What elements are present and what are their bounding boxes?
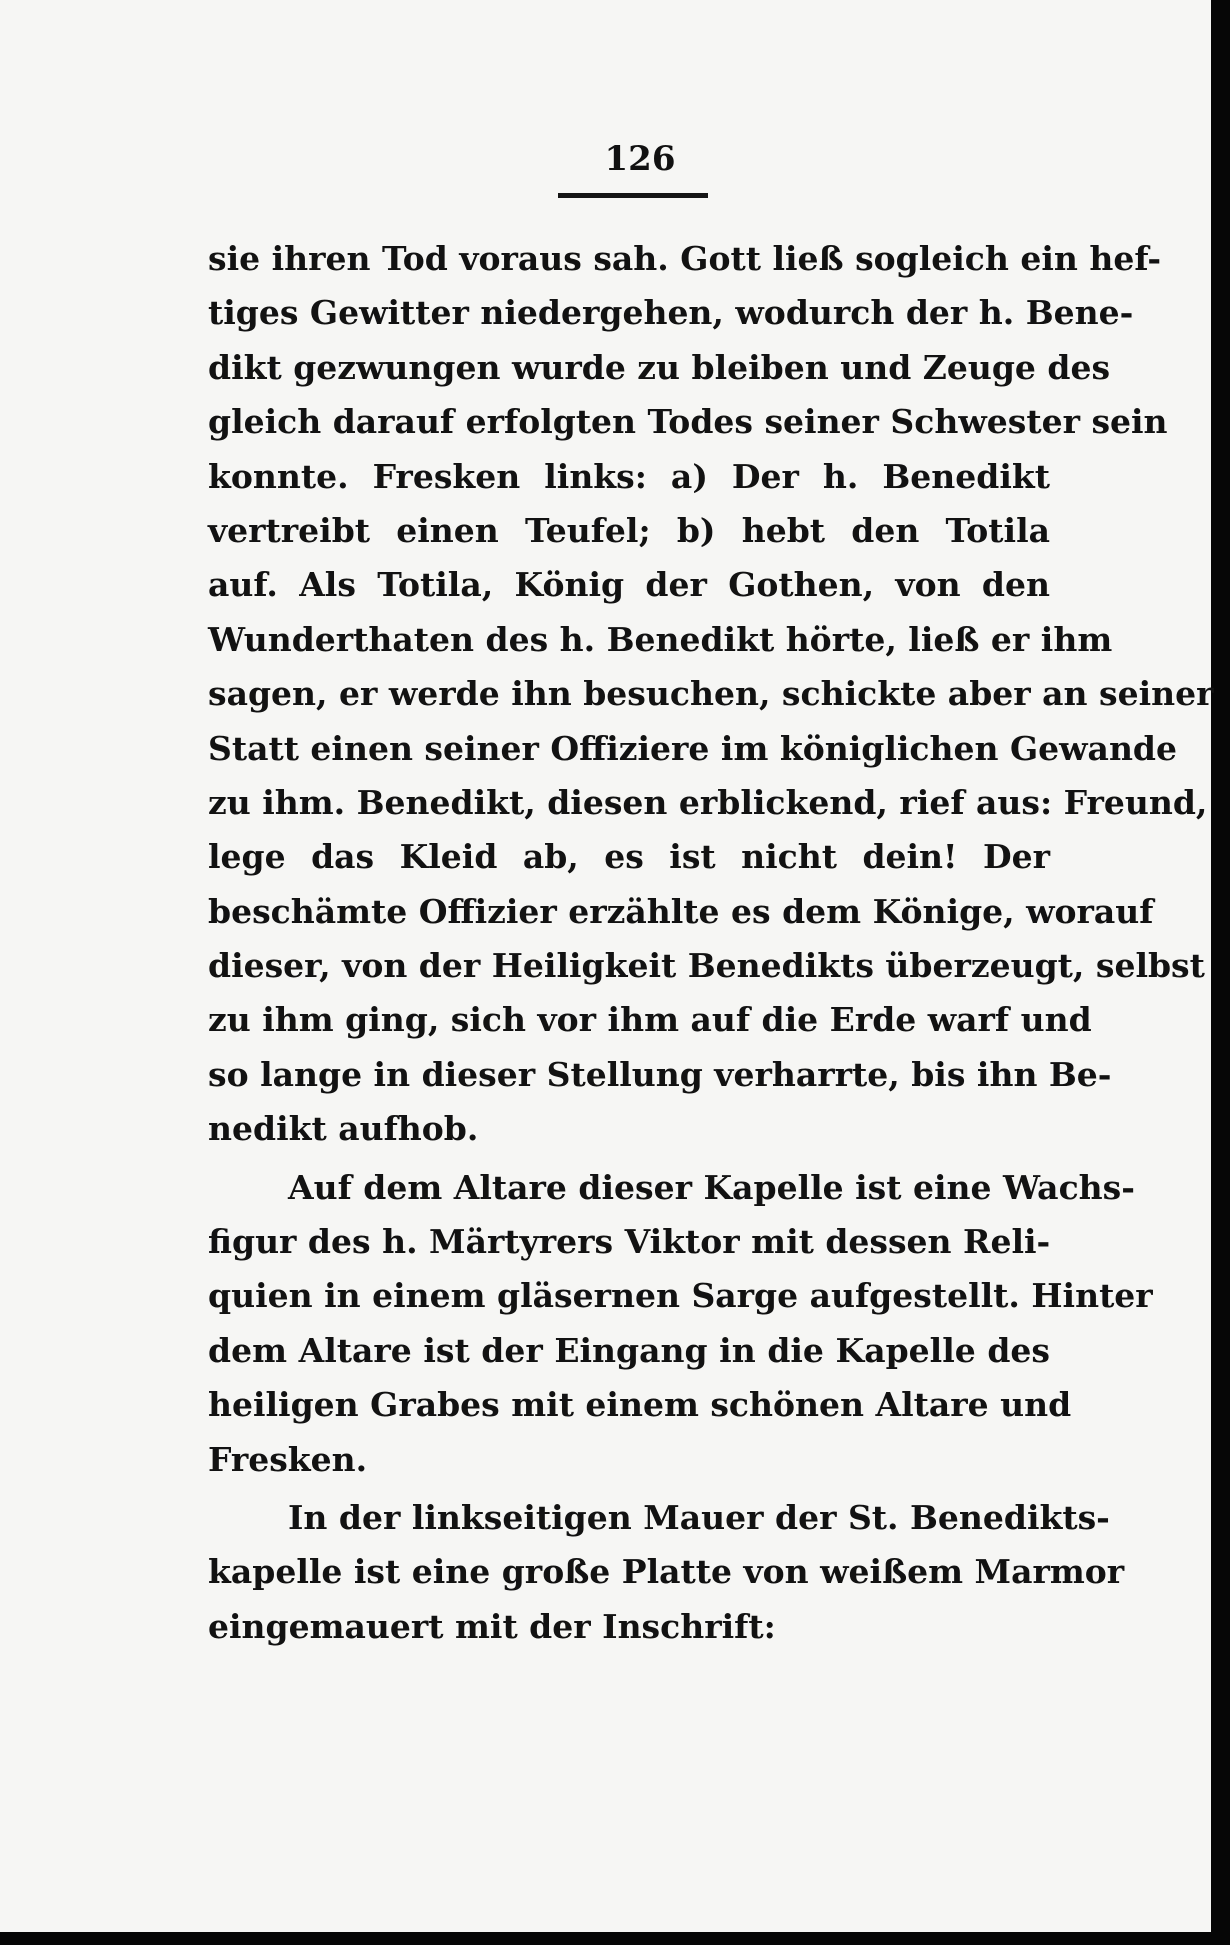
text-line: quien in einem gläsernen Sarge aufgestellt. Hinter [208, 1276, 1153, 1316]
text-line: zu ihm. Benedikt, diesen erblickend, rief aus: Freund, [208, 782, 1208, 822]
text-line: dem Altare ist der Eingang in die Kapelle des [208, 1330, 1050, 1370]
paragraph-start: In der linkseitigen Mauer der St. Benedikts- [288, 1497, 1110, 1537]
text-line: auf. Als Totila, König der Gothen, von den [208, 565, 1050, 605]
text-line: nedikt aufhob. [208, 1109, 479, 1149]
text-line: dikt gezwungen wurde zu bleiben und Zeuge des [208, 347, 1111, 387]
page-number: 126 [604, 139, 676, 179]
text-line: Wunderthaten des h. Benedikt hörte, ließ er ihm [208, 619, 1113, 659]
text-line: vertreibt einen Teufel; b) hebt den Totila [208, 510, 1050, 550]
text-line: eingemauert mit der Inschrift: [208, 1606, 776, 1646]
paragraph-start: Auf dem Altare dieser Kapelle ist eine Wachs- [288, 1167, 1135, 1207]
text-line: zu ihm ging, sich vor ihm auf die Erde warf und [208, 1000, 1092, 1040]
text-line: heiligen Grabes mit einem schönen Altare und [208, 1385, 1072, 1425]
text-line: sie ihren Tod voraus sah. Gott ließ sogleich ein hef- [208, 239, 1162, 278]
text-line: kapelle ist eine große Platte von weißem Marmor [208, 1552, 1125, 1592]
body-text [208, 232, 1214, 1654]
text-line: tiges Gewitter niedergehen, wodurch der h. Bene- [208, 293, 1134, 333]
text-line: sagen, er werde ihn besuchen, schickte aber an seiner [208, 674, 1214, 714]
text-line: Statt einen seiner Offiziere im königlichen Gewande [208, 728, 1178, 768]
text-line: konnte. Fresken links: a) Der h. Benedikt [208, 456, 1050, 496]
text-line: so lange in dieser Stellung verharrte, bis ihn Be- [208, 1054, 1112, 1094]
text-line: beschämte Offizier erzählte es dem Könige, worauf [208, 891, 1154, 931]
text-line: gleich darauf erfolgten Todes seiner Schwester sein [208, 402, 1168, 442]
text-line: Fresken. [208, 1439, 368, 1479]
text-line: figur des h. Märtyrers Viktor mit dessen Reli- [208, 1222, 1051, 1262]
scan-edge-mark [1212, 100, 1222, 160]
page-number-rule [558, 193, 708, 198]
text-line: dieser, von der Heiligkeit Benedikts überzeugt, selbst [208, 946, 1205, 986]
text-line: lege das Kleid ab, es ist nicht dein! Der [208, 837, 1050, 877]
